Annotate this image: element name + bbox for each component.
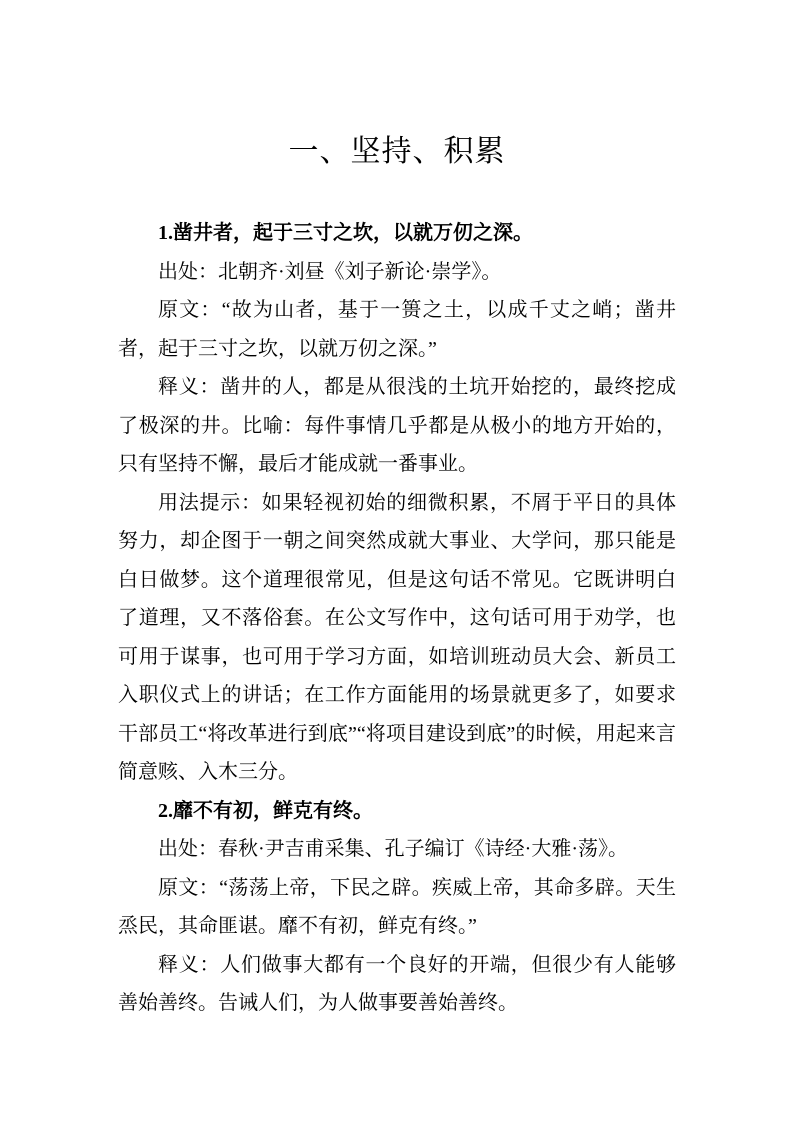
entry-1-usage-paragraph: 用法提示：如果轻视初始的细微积累，不屑于平日的具体努力，却企图于一朝之间突然成就大事业、大学问，那只能是白日做梦。这个道理很常见，但是这句话不常见。它既讲明白了道理，又不落俗套。在公文写作中，这句话可用于劝学，也可用于谋事，也可用于学习方面，如培训班动员大会、新员工入职仪式上的讲话；在工作方面能用的场景就更多了，如要求干部员工“将改革进行到底”“将项目建设到底”的时候，用起来言简意赅、入木三分。	[118, 491, 676, 783]
document-body	[118, 214, 676, 1023]
entry-2-heading: 2.靡不有初，鲜克有终。	[158, 799, 373, 822]
entry-1	[118, 214, 676, 792]
entry-2-original-text-paragraph: 原文：“荡荡上帝，下民之辟。疾威上帝，其命多辟。天生烝民，其命匪谌。靡不有初，鲜克有终。”	[118, 876, 676, 937]
entry-1-heading: 1.凿井者，起于三寸之坎，以就万仞之深。	[158, 222, 533, 244]
entry-2-meaning-paragraph: 释义：人们做事大都有一个良好的开端，但很少有人能够善始善终。告诫人们，为人做事要善始善终。	[118, 953, 676, 1014]
entry-1-source-paragraph: 出处：北朝齐·刘昼《刘子新论·崇学》。	[158, 260, 502, 283]
entry-1-original-text-paragraph: 原文：“故为山者，基于一篑之土，以成千丈之峭；凿井者，起于三寸之坎，以就万仞之深。”	[118, 299, 676, 360]
section-title: 一、坚持、积累	[288, 135, 506, 168]
entry-1-meaning-paragraph: 释义：凿井的人，都是从很浅的土坑开始挖的，最终挖成了极深的井。比喻：每件事情几乎都是从极小的地方开始的，只有坚持不懈，最后才能成就一番事业。	[118, 376, 676, 475]
entry-2-source-paragraph: 出处：春秋·尹吉甫采集、孔子编订《诗经·大雅·荡》。	[158, 838, 628, 860]
entry-2	[118, 792, 676, 1023]
